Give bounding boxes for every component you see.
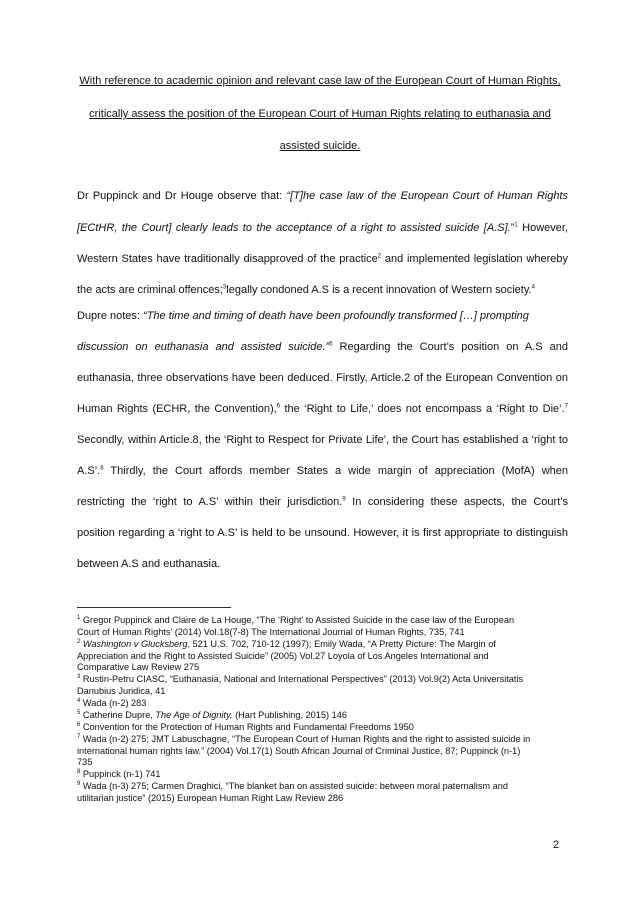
footnote-ref: 4	[531, 284, 535, 291]
footnote-ref: 7	[564, 403, 568, 410]
footnote-3: $^3$ Rustin-Petru CIASC, “Euthanasia, National and International Perspectives” (2013) Vol.9(2) Acta Universitatis Danubius Juridica, 41	[77, 673, 524, 696]
footnote-1: $^1$ Gregor Puppinck and Claire de La Houge, “The ‘Right’ to Assisted Suicide in the case law of the European Court of Human Rights’ (2014) Vol.18(7-8) The International Journal of Human Rights, 735, 741	[77, 614, 515, 637]
footnote-9: $^9$ Wada (n-3) 275; Carmen Draghici, “The blanket ban on assisted suicide: between moral paternalism and utilitarian justice” (2015) European Human Right Law Review 286	[77, 780, 508, 803]
body-line: [ECtHR, the Court] clearly leads to the acceptance of a right to assisted suicide [A.S].”$^1$ However,	[77, 222, 568, 234]
body-line: euthanasia, three observations have been deduced. Firstly, Article.2 of the European Convention on	[77, 372, 568, 384]
body-line: Western States have traditionally disapproved of the practice$^2$ and implemented legislation whereby	[77, 253, 568, 265]
body-line: between A.S and euthanasia.	[77, 558, 221, 570]
footnote-ref: 1	[514, 222, 518, 229]
page-number: 2	[553, 839, 560, 851]
body-line: Secondly, within Article.8, the ‘Right to Respect for Private Life’, the Court has established a ‘right to	[77, 434, 568, 446]
footnote-6: $^6$ Convention for the Protection of Human Rights and Fundamental Freedoms 1950	[77, 721, 414, 732]
footnote-ref: 5	[329, 341, 333, 348]
body-line: discussion on euthanasia and assisted suicide.”$^5$ Regarding the Court’s position on A.S and	[77, 341, 568, 353]
footnote-ref: 3	[222, 284, 227, 291]
essay-title-line-3: assisted suicide.	[279, 140, 361, 152]
body-line: the acts are criminal offences;$^3$legally condoned A.S is a recent innovation of Western society.$^4$	[77, 284, 535, 296]
footnote-7: $^7$ Wada (n-2) 275; JMT Labuschagne, “The European Court of Human Rights and the right to assisted suicide in international human rights law.” (2004) Vol.17(1) South African Journal of Criminal Justice, 87; Puppinck (n-1) 735	[77, 733, 531, 768]
footnote-8: $^8$ Puppinck (n-1) 741	[77, 768, 161, 779]
footnote-ref: 9	[342, 496, 346, 503]
body-line: Dupre notes: “The time and timing of death have been profoundly transformed […] prompting	[77, 310, 529, 322]
essay-title-line-1: With reference to academic opinion and relevant case law of the European Court of Human Rights,	[79, 75, 561, 87]
body-line: position regarding a ‘right to A.S’ is held to be unsound. However, it is first appropriate to distinguish	[77, 527, 568, 539]
footnote-ref: 6	[276, 403, 281, 410]
essay-title-line-2: critically assess the position of the European Court of Human Rights relating to euthanasia and	[89, 108, 551, 120]
footnote-separator	[77, 607, 231, 608]
body-line: Human Rights (ECHR, the Convention),$^6$ the ‘Right to Life,’ does not encompass a ‘Right to Die’.$^7$	[77, 403, 568, 415]
footnote-ref: 8	[100, 465, 104, 472]
body-line: restricting the ‘right to A.S’ within their jurisdiction.$^9$ In considering these aspects, the Court’s	[77, 496, 568, 508]
footnote-5: $^5$ Catherine Dupre, The Age of Dignity, (Hart Publishing, 2015) 146	[77, 709, 347, 720]
body-line: A.S’.$^8$ Thirdly, the Court affords member States a wide margin of appreciation (MofA) when	[77, 465, 568, 477]
footnote-4: $^4$ Wada (n-2) 283	[77, 697, 147, 708]
footnote-ref: 2	[377, 253, 382, 260]
body-line: Dr Puppinck and Dr Houge observe that: “[T]he case law of the European Court of Human Rights	[77, 190, 568, 202]
footnote-2: $^2$ Washington v Glucksberg, 521 U.S. 702, 710-12 (1997); Emily Wada, “A Pretty Picture: The Margin of Appreciation and the Right to Assisted Suicide” (2005) Vol.27 Loyola of Los Angeles International and Comparative Law Review 275	[77, 638, 496, 673]
